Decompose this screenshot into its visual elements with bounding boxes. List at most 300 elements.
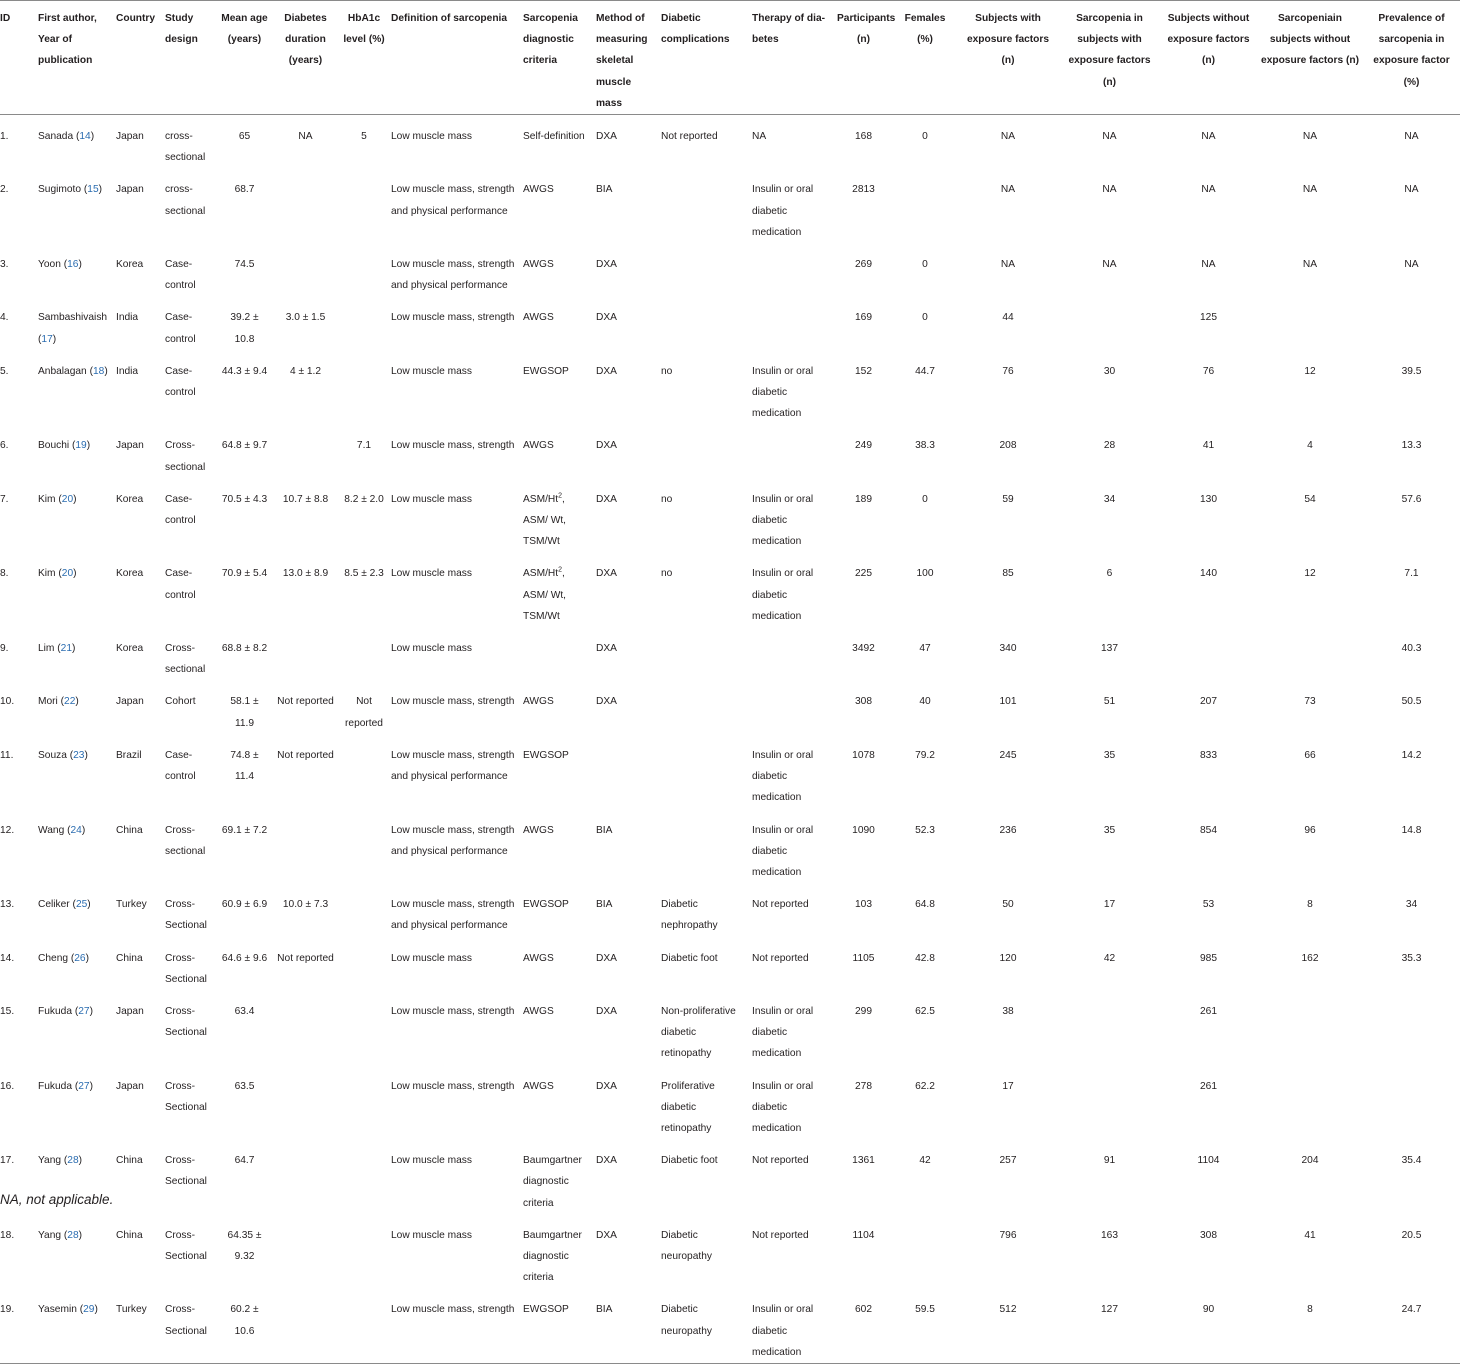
cell-country: Korea xyxy=(116,493,144,505)
cell-therapy: Insulin or oral diabetic medication xyxy=(752,365,814,420)
cell-hba1c xyxy=(340,937,388,990)
cell-therapy xyxy=(749,243,834,296)
cell-duration: 13.0 ± 8.9 xyxy=(282,568,329,580)
cell-without-exp xyxy=(1160,627,1257,680)
cell-author: Souza (23) xyxy=(38,749,88,761)
cell-participants: 278 xyxy=(855,1080,872,1092)
table-row xyxy=(0,1214,1460,1289)
cell-duration xyxy=(271,1214,340,1289)
column-header: Sarcopenia in subjects with exposure factors (n) xyxy=(1068,13,1151,88)
cell-definition: Low muscle mass xyxy=(391,493,472,505)
cell-design: Cross-Sectional xyxy=(165,1005,207,1039)
cell-design: Case-control xyxy=(165,365,196,399)
cell-sarc-without: 4 xyxy=(1307,440,1313,452)
cell-id: 4. xyxy=(0,312,9,324)
cell-age: 64.8 ± 9.7 xyxy=(221,440,268,452)
cell-age: 64.35 ± 9.32 xyxy=(227,1229,262,1262)
cell-design: Case-control xyxy=(165,493,196,527)
cell-duration xyxy=(271,1288,340,1363)
cell-sarc-with: 30 xyxy=(1103,365,1116,377)
cell-with-exp: 236 xyxy=(999,824,1017,836)
cell-hba1c xyxy=(340,734,388,809)
cell-participants: 169 xyxy=(855,312,872,324)
cell-complications: Diabetic foot xyxy=(661,952,718,964)
cell-participants: 1104 xyxy=(852,1229,875,1241)
cell-with-exp: 17 xyxy=(1002,1080,1014,1092)
cell-hba1c xyxy=(340,1139,388,1214)
cell-prevalence: 39.5 xyxy=(1401,365,1422,377)
cell-age: 60.2 ± 10.6 xyxy=(230,1304,259,1337)
cell-design: Cross-Sectional xyxy=(165,1080,207,1113)
cell-hba1c: 5 xyxy=(361,131,367,143)
cell-criteria: EWGSOP xyxy=(523,365,569,377)
cell-country: Japan xyxy=(116,184,144,196)
cell-method: DXA xyxy=(596,440,617,452)
cell-criteria: AWGS xyxy=(523,1005,554,1017)
cell-criteria: AWGS xyxy=(523,824,554,836)
cell-sarc-without: 96 xyxy=(1304,824,1316,836)
cell-sarc-without: NA xyxy=(1302,131,1318,143)
cell-participants: 1361 xyxy=(852,1155,875,1167)
cell-without-exp: 833 xyxy=(1200,749,1217,761)
cell-age: 58.1 ± 11.9 xyxy=(230,696,259,729)
cell-age: 68.8 ± 8.2 xyxy=(221,643,268,655)
cell-complications: no xyxy=(661,365,673,377)
header-row xyxy=(0,1,1460,115)
reference-link[interactable]: 17 xyxy=(41,333,53,345)
cell-definition: Low muscle mass, strength xyxy=(391,1080,515,1092)
reference-link[interactable]: 24 xyxy=(70,824,82,836)
cell-definition: Low muscle mass, strength and physical performance xyxy=(391,824,515,857)
table-row xyxy=(0,243,1460,296)
cell-country: Japan xyxy=(116,440,144,452)
cell-definition: Low muscle mass, strength xyxy=(391,312,515,324)
cell-design: Case-control xyxy=(165,749,196,783)
cell-id: 8. xyxy=(0,568,9,580)
reference-link[interactable]: 27 xyxy=(78,1005,90,1017)
reference-link[interactable]: 22 xyxy=(64,696,76,708)
cell-without-exp: NA xyxy=(1201,131,1216,143)
cell-definition: Low muscle mass, strength and physical performance xyxy=(391,184,515,217)
cell-author: Lim (21) xyxy=(38,643,76,655)
cell-age: 69.1 ± 7.2 xyxy=(221,824,268,836)
cell-criteria: AWGS xyxy=(523,259,554,271)
cell-prevalence: 24.7 xyxy=(1401,1304,1422,1316)
cell-therapy: Not reported xyxy=(752,952,809,964)
cell-design: Cross-sectional xyxy=(165,440,206,473)
column-header: Diabetes duration (years) xyxy=(284,13,327,67)
cell-id: 15. xyxy=(0,1005,15,1017)
cell-hba1c xyxy=(340,627,388,680)
cell-without-exp: 140 xyxy=(1200,568,1217,580)
cell-sarc-with xyxy=(1059,296,1160,349)
reference-link[interactable]: 20 xyxy=(61,493,74,505)
cell-complications: Diabetic nephropathy xyxy=(661,899,718,932)
table-row xyxy=(0,296,1460,349)
cell-without-exp: 261 xyxy=(1200,1080,1217,1092)
cell-country: China xyxy=(116,1229,143,1241)
cell-method: DXA xyxy=(596,696,617,708)
reference-link[interactable]: 26 xyxy=(74,952,86,964)
cell-without-exp: 1104 xyxy=(1197,1155,1220,1167)
cell-females: 40 xyxy=(919,696,931,708)
cell-country: Japan xyxy=(116,131,144,143)
cell-sarc-without: 54 xyxy=(1304,493,1316,505)
cell-author: Mori (22) xyxy=(38,696,79,708)
cell-hba1c xyxy=(340,350,388,425)
cell-sarc-without: 8 xyxy=(1307,1304,1313,1316)
cell-sarc-with: 91 xyxy=(1103,1155,1116,1167)
cell-definition: Low muscle mass xyxy=(391,365,472,377)
cell-sarc-without: 41 xyxy=(1304,1229,1316,1241)
cell-method: BIA xyxy=(596,899,613,911)
table-row xyxy=(0,424,1460,477)
column-header: Participants (n) xyxy=(837,13,896,46)
table-row xyxy=(0,809,1460,884)
cell-method: DXA xyxy=(596,1155,617,1167)
cell-age: 63.4 xyxy=(234,1005,255,1017)
reference-link[interactable]: 28 xyxy=(67,1229,79,1241)
cell-prevalence xyxy=(1363,296,1460,349)
cell-prevalence: 35.3 xyxy=(1401,952,1422,964)
cell-sarc-without: NA xyxy=(1302,184,1318,196)
cell-author: Sugimoto (15) xyxy=(38,184,103,196)
cell-country: Korea xyxy=(116,568,144,580)
reference-link[interactable]: 16 xyxy=(67,259,79,271)
cell-prevalence: NA xyxy=(1404,184,1419,196)
cell-country: China xyxy=(116,1155,143,1167)
cell-participants: 168 xyxy=(855,131,872,143)
cell-author: Fukuda (27) xyxy=(38,1005,93,1017)
cell-with-exp: 44 xyxy=(1002,312,1014,324)
cell-participants: 308 xyxy=(855,696,872,708)
cell-design: Cross-Sectional xyxy=(165,952,207,985)
cell-duration: NA xyxy=(298,131,313,143)
cell-definition: Low muscle mass, strength and physical performance xyxy=(391,899,515,932)
cell-females: 0 xyxy=(922,259,928,271)
cell-with-exp: 38 xyxy=(1002,1005,1014,1017)
cell-author: Celiker (25) xyxy=(38,899,91,911)
cell-females xyxy=(893,1214,957,1289)
cell-author: Yang (28) xyxy=(38,1229,83,1241)
cell-duration: Not reported xyxy=(277,952,334,964)
cell-method: BIA xyxy=(596,184,613,196)
cell-prevalence: 57.6 xyxy=(1401,493,1422,505)
reference-link[interactable]: 19 xyxy=(75,440,87,452)
column-header: Prevalence of sarcopenia in exposure factor (%) xyxy=(1373,13,1450,88)
cell-therapy: Insulin or oral diabetic medication xyxy=(752,1080,814,1134)
cell-definition: Low muscle mass xyxy=(391,568,472,580)
cell-hba1c xyxy=(340,990,388,1065)
column-header: HbA1c level (%) xyxy=(343,13,385,46)
cell-id: 13. xyxy=(0,899,15,911)
reference-link[interactable]: 18 xyxy=(92,365,105,377)
cell-females: 79.2 xyxy=(915,749,935,761)
cell-criteria xyxy=(520,478,593,553)
cell-therapy xyxy=(749,627,834,680)
cell-definition: Low muscle mass xyxy=(391,952,472,964)
cell-design: Cross-Sectional xyxy=(165,1155,207,1188)
reference-link[interactable]: 15 xyxy=(87,184,99,196)
cell-design: Cross-sectional xyxy=(165,643,206,676)
cell-age: 70.9 ± 5.4 xyxy=(221,568,268,580)
cell-participants: 1105 xyxy=(852,952,875,964)
cell-duration xyxy=(271,990,340,1065)
cell-females: 42 xyxy=(919,1155,931,1167)
reference-link[interactable]: 14 xyxy=(79,131,91,143)
cell-sarc-with: NA xyxy=(1102,184,1117,196)
cell-sarc-with: NA xyxy=(1102,259,1117,271)
cell-participants: 152 xyxy=(855,365,872,377)
cell-with-exp: 76 xyxy=(1002,365,1014,377)
cell-design: Cross-Sectional xyxy=(165,899,207,932)
cell-participants: 299 xyxy=(855,1005,872,1017)
cell-sarc-with: 17 xyxy=(1103,899,1116,911)
cell-method: DXA xyxy=(596,952,617,964)
cell-complications xyxy=(658,627,749,680)
cell-id: 9. xyxy=(0,643,9,655)
cell-definition: Low muscle mass, strength and physical performance xyxy=(391,259,515,292)
reference-link[interactable]: 23 xyxy=(73,749,85,761)
cell-author: Sanada (14) xyxy=(38,131,95,143)
cell-prevalence: 50.5 xyxy=(1401,696,1422,708)
reference-link[interactable]: 21 xyxy=(60,643,72,655)
cell-country: China xyxy=(116,824,143,836)
cell-author: Bouchi (19) xyxy=(38,440,91,452)
cell-age: 39.2 ± 10.8 xyxy=(230,312,259,345)
cell-hba1c xyxy=(340,296,388,349)
author-name: Kim xyxy=(38,568,56,580)
cell-definition: Low muscle mass xyxy=(391,1229,472,1241)
cell-females: 0 xyxy=(922,312,928,324)
cell-sarc-with xyxy=(1059,1065,1160,1140)
cell-with-exp: 512 xyxy=(999,1304,1017,1316)
cell-id: 2. xyxy=(0,184,9,196)
cell-therapy xyxy=(749,296,834,349)
cell-country: Japan xyxy=(116,696,144,708)
column-header: First author, Year of publication xyxy=(38,13,97,67)
cell-with-exp: 59 xyxy=(1002,493,1014,505)
cell-participants: 249 xyxy=(855,440,872,452)
cell-complications xyxy=(658,243,749,296)
cell-author: Anbalagan (18) xyxy=(38,365,108,377)
cell-females: 64.8 xyxy=(915,899,935,911)
cell-author: Wang (24) xyxy=(38,824,86,836)
cell-complications: Not reported xyxy=(661,131,718,143)
cell-with-exp: 340 xyxy=(999,643,1017,655)
cell-definition: Low muscle mass, strength xyxy=(391,440,515,452)
cell-id: 5. xyxy=(0,365,9,377)
cell-without-exp: 985 xyxy=(1200,952,1217,964)
cell-females: 100 xyxy=(916,568,934,580)
cell-sarc-with: 137 xyxy=(1101,643,1118,655)
reference-link[interactable]: 25 xyxy=(75,899,88,911)
cell-hba1c: Not reported xyxy=(345,696,383,729)
cell-complications: no xyxy=(661,568,673,580)
cell-participants: 269 xyxy=(855,259,872,271)
cell-sarc-with: NA xyxy=(1102,131,1117,143)
reference-link[interactable]: 29 xyxy=(83,1304,95,1316)
author-name: Kim xyxy=(38,493,56,505)
cell-without-exp: 261 xyxy=(1200,1005,1217,1017)
cell-prevalence: 35.4 xyxy=(1401,1155,1422,1167)
cell-therapy: Not reported xyxy=(752,1155,809,1167)
cell-females: 59.5 xyxy=(915,1304,935,1316)
table-row xyxy=(0,734,1460,809)
cell-author: Sambashivaish (17) xyxy=(38,312,108,345)
author-name: Sambashivaish xyxy=(38,312,108,324)
cell-duration xyxy=(271,424,340,477)
author-name: Celiker xyxy=(38,899,70,911)
cell-author: Fukuda (27) xyxy=(38,1080,93,1092)
table-row xyxy=(0,552,1460,627)
column-header: Country xyxy=(116,13,156,24)
cell-prevalence: 40.3 xyxy=(1401,643,1422,655)
cell-age: 65 xyxy=(238,131,251,143)
table-row xyxy=(0,1288,1460,1363)
cell-sarc-without xyxy=(1257,296,1363,349)
cell-complications: Diabetic foot xyxy=(661,1155,718,1167)
table-row xyxy=(0,937,1460,990)
cell-females: 52.3 xyxy=(915,824,935,836)
cell-therapy xyxy=(749,680,834,733)
cell-therapy: Insulin or oral diabetic medication xyxy=(752,824,814,878)
cell-prevalence: 20.5 xyxy=(1401,1229,1422,1241)
cell-definition: Low muscle mass, strength xyxy=(391,696,515,708)
cell-without-exp: NA xyxy=(1201,259,1216,271)
cell-definition: Low muscle mass xyxy=(391,131,472,143)
cell-sarc-with: 34 xyxy=(1103,493,1116,505)
author-name: Yang xyxy=(38,1155,62,1167)
cell-method: DXA xyxy=(596,493,617,505)
cell-with-exp: NA xyxy=(1000,259,1016,271)
table-row xyxy=(0,680,1460,733)
cell-sarc-with: 163 xyxy=(1101,1229,1118,1241)
cell-with-exp: NA xyxy=(1000,184,1016,196)
table-row xyxy=(0,627,1460,680)
cell-females: 44.7 xyxy=(915,365,935,377)
column-header: Definition of sarcopenia xyxy=(391,13,508,24)
cell-hba1c xyxy=(340,883,388,936)
column-header: Sarcopenia diagnostic criteria xyxy=(523,13,578,67)
cell-therapy: Not reported xyxy=(752,899,809,911)
cell-duration xyxy=(271,809,340,884)
table-row xyxy=(0,168,1460,243)
criteria-text-rest: , ASM/ Wt, TSM/Wt xyxy=(523,493,567,548)
table-row xyxy=(0,115,1460,169)
cell-age: 74.8 ± 11.4 xyxy=(230,749,259,783)
cell-prevalence xyxy=(1363,1065,1460,1140)
cell-with-exp: NA xyxy=(1000,131,1016,143)
cell-sarc-with: 51 xyxy=(1103,696,1116,708)
author-name: Anbalagan xyxy=(38,365,87,377)
cell-females: 0 xyxy=(922,493,928,505)
cell-participants: 189 xyxy=(855,493,872,505)
cell-participants: 1090 xyxy=(852,824,875,836)
cell-criteria: AWGS xyxy=(523,312,554,324)
cell-id: 16. xyxy=(0,1080,15,1092)
cell-therapy: Insulin or oral diabetic medication xyxy=(752,493,814,548)
cell-sarc-without: 12 xyxy=(1304,365,1316,377)
cell-country: Japan xyxy=(116,1080,144,1092)
table-row xyxy=(0,478,1460,553)
reference-link[interactable]: 28 xyxy=(67,1155,79,1167)
cell-id: 14. xyxy=(0,952,15,964)
cell-duration xyxy=(271,1065,340,1140)
cell-method: DXA xyxy=(596,365,617,377)
criteria-superscript: 2 xyxy=(558,567,563,575)
cell-sarc-without: 73 xyxy=(1304,696,1316,708)
cell-duration: 4 ± 1.2 xyxy=(289,365,322,377)
cell-criteria xyxy=(520,552,593,627)
author-name: Lim xyxy=(38,643,55,655)
cell-hba1c xyxy=(340,168,388,243)
cell-without-exp: 76 xyxy=(1202,365,1215,377)
cell-age: 64.7 xyxy=(234,1155,255,1167)
reference-link[interactable]: 27 xyxy=(78,1080,90,1092)
cell-country: China xyxy=(116,952,143,964)
cell-sarc-without: 204 xyxy=(1301,1155,1319,1167)
cell-id: 11. xyxy=(0,749,14,761)
cell-prevalence: 7.1 xyxy=(1404,568,1419,580)
cell-complications xyxy=(658,296,749,349)
criteria-text-rest: , ASM/ Wt, TSM/Wt xyxy=(523,568,567,622)
cell-hba1c xyxy=(340,1065,388,1140)
cell-duration xyxy=(271,627,340,680)
cell-design: Cohort xyxy=(165,696,196,708)
cell-therapy: Insulin or oral diabetic medication xyxy=(752,568,814,622)
cell-complications: no xyxy=(661,493,673,505)
cell-with-exp: 245 xyxy=(999,749,1017,761)
author-name: Mori xyxy=(38,696,58,708)
cell-sarc-without xyxy=(1257,1065,1363,1140)
cell-sarc-with: 28 xyxy=(1103,440,1116,452)
cell-sarc-without xyxy=(1257,990,1363,1065)
cell-method: DXA xyxy=(596,259,617,271)
cell-design: Case-control xyxy=(165,568,196,601)
table-footnote: NA, not applicable. xyxy=(0,1192,114,1207)
cell-id: 10. xyxy=(0,696,15,708)
cell-id: 7. xyxy=(0,493,9,505)
cell-therapy: Insulin or oral diabetic medication xyxy=(752,1304,814,1358)
table-row xyxy=(0,350,1460,425)
author-name: Fukuda xyxy=(38,1005,72,1017)
cell-with-exp: 208 xyxy=(999,440,1017,452)
cell-therapy: Not reported xyxy=(752,1229,809,1241)
cell-age: 64.6 ± 9.6 xyxy=(221,952,268,964)
cell-complications: Non-proliferative diabetic retinopathy xyxy=(661,1005,736,1060)
cell-method: BIA xyxy=(596,1304,613,1316)
cell-without-exp: 207 xyxy=(1200,696,1217,708)
cell-id: 12. xyxy=(0,824,15,836)
cell-author: Cheng (26) xyxy=(38,952,90,964)
cell-participants: 1078 xyxy=(852,749,875,761)
reference-link[interactable]: 20 xyxy=(61,568,74,580)
cell-participants: 3492 xyxy=(852,643,875,655)
cell-author: Kim (20) xyxy=(38,568,77,580)
cell-duration: 10.0 ± 7.3 xyxy=(282,899,329,911)
criteria-text: ASM/Ht xyxy=(523,493,559,505)
cell-design: cross-sectional xyxy=(165,184,206,217)
author-name: Bouchi xyxy=(38,440,70,452)
cell-criteria: AWGS xyxy=(523,696,554,708)
cell-method: BIA xyxy=(596,824,613,836)
cell-therapy: Insulin or oral diabetic medication xyxy=(752,1005,814,1060)
cell-design: Case-control xyxy=(165,259,196,292)
cell-duration xyxy=(271,243,340,296)
cell-criteria: AWGS xyxy=(523,440,554,452)
cell-method: DXA xyxy=(596,1229,617,1241)
